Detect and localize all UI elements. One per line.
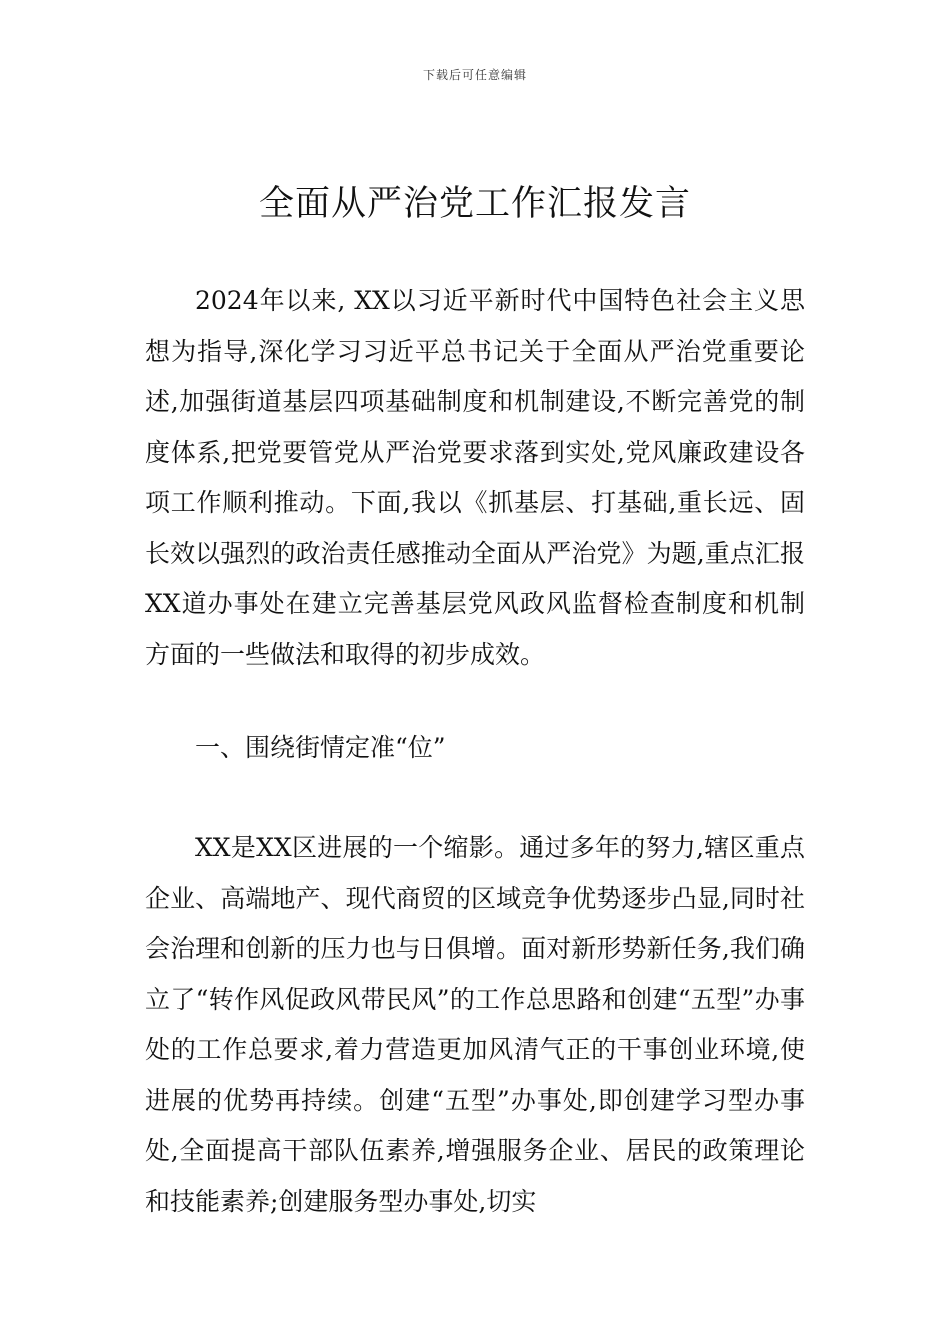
paragraph-intro: 2024年以来, XX以习近平新时代中国特色社会主义思想为指导,深化学习习近平总书记关于全面从严治党重要论述,加强街道基层四项基础制度和机制建设,不断完善党的制度体系,把党要管党从严治党要求落到实处,党风廉政建设各项工作顺利推动。下面,我以《抓基层、打基础,重长远、固长效以强烈的政治责任感推动全面从严治党》为题,重点汇报XX道办事处在建立完善基层党风政风监督检查制度和机制方面的一些做法和取得的初步成效。 (145, 286, 805, 669)
paragraph-section-1: XX是XX区进展的一个缩影。通过多年的努力,辖区重点企业、高端地产、现代商贸的区域竞争优势逐步凸显,同时社会治理和创新的压力也与日俱增。面对新形势新任务,我们确立了“转作风促政风带民风”的工作总思路和创建“五型”办事处的工作总要求,着力营造更加风清气正的干事创业环境,使进展的优势再持续。创建“五型”办事处,即创建学习型办事处,全面提高干部队伍素养,增强服务企业、居民的政策理论和技能素养;创建服务型办事处,切实 (145, 833, 805, 1216)
section-heading: 一、围绕街情定准“位” (195, 733, 446, 762)
page-header-note: 下载后可任意编辑 (422, 68, 527, 82)
document-title: 全面从严治党工作汇报发言 (258, 184, 691, 224)
